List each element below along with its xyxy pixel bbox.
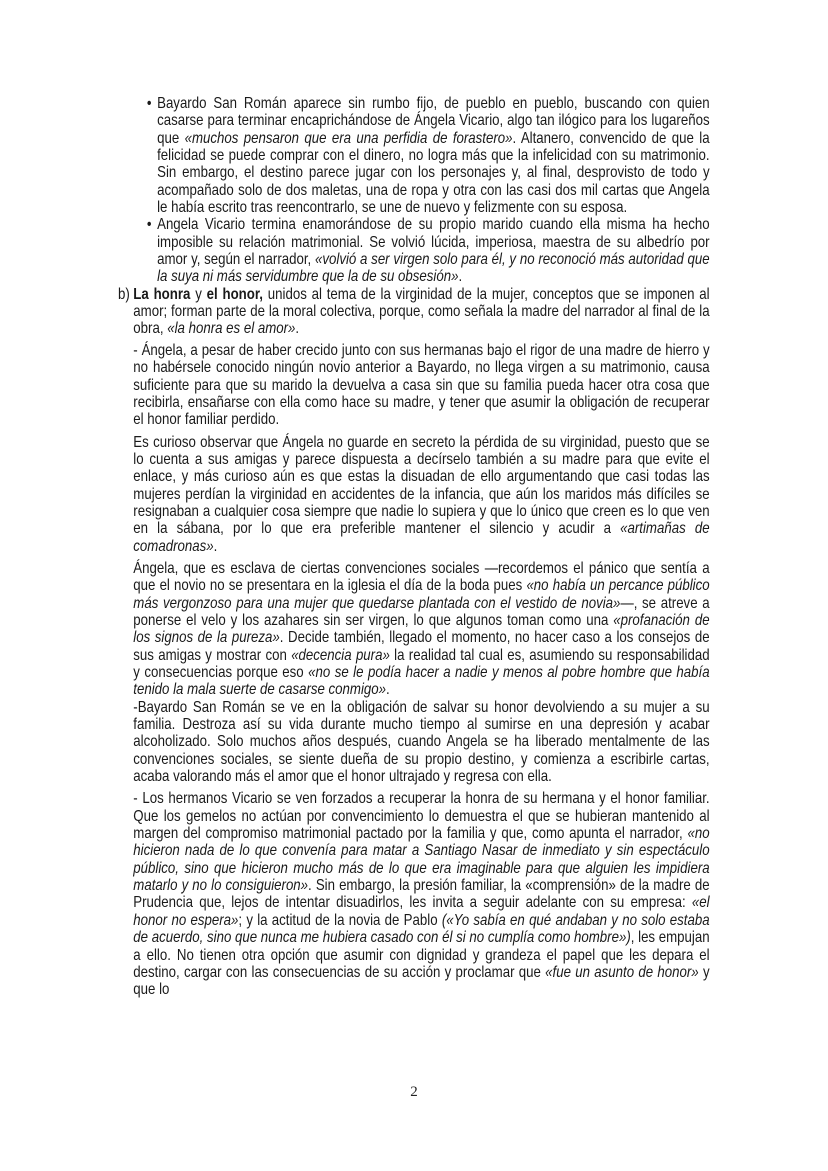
quotation: «el honor no espera» — [133, 894, 710, 929]
text-run: —, se atreve a ponerse el velo y los azahares sin ser virgen, lo que algunos toman como una — [133, 594, 710, 629]
quotation: «artimañas de comadronas» — [133, 520, 710, 555]
document-body — [118, 95, 710, 1004]
quotation: «no se le podía hacer a nadie y menos al pobre hombre que había tenido la mala suerte de casarse conmigo» — [133, 664, 710, 699]
text-run: Angela Vicario termina enamorándose de su propio marido cuando ella misma ha hecho imposible su relación matrimonial. Se volvió lúcida, imperiosa, maestra de su albedrío por amor y, según el narrador, — [157, 216, 710, 269]
text-run: . Sin embargo, la presión familiar, la «comprensión» de la madre de Prudencia que, lejos de intentar disuadirlos, les invita a seguir adelante con su empresa: — [133, 877, 710, 912]
text-run: . Decide también, llegado el momento, no hacer caso a los consejos de sus amigas y mostrar con — [133, 629, 710, 664]
page-number: 2 — [410, 1084, 418, 1100]
text-run: . — [386, 681, 390, 699]
quotation: «no hicieron nada de lo que convenía para matar a Santiago Nasar de inmediato y sin espectáculo público, sino que hicieron mucho más de lo que era imaginable para que alguien les impidiera matarlo y no lo consiguieron» — [133, 825, 710, 895]
text-run: ; y la actitud de la novia de Pablo — [238, 911, 442, 929]
text-run: . Altanero, convencido de que la felicidad se puede comprar con el dinero, no logra más que la infelicidad con su matrimonio. Sin embargo, el destino parece jugar con los personajes y, al final, desprovisto de todo y acompañado solo de dos maletas, una de ropa y otra con las casi dos mil cartas que Angela le había escrito tras reencontrarlo, se une de nuevo y felizmente con su esposa. — [157, 129, 710, 217]
quotation: «decencia pura» — [291, 646, 390, 664]
bullet-item — [146, 95, 710, 217]
text-run: Ángela, que es esclava de ciertas convenciones sociales —recordemos el pánico que sentía a que el novio no se presentara en la iglesia el día de la boda pues — [133, 559, 710, 595]
quotation: «fue un asunto de honor» — [545, 963, 699, 981]
quotation: «volvió a ser virgen solo para él, y no reconoció más autoridad que la suya ni más servidumbre que la de su obsesión» — [157, 251, 710, 286]
bullet-item — [146, 216, 710, 286]
text-run: Es curioso observar que Ángela no guarde en secreto la pérdida de su virginidad, puesto que se lo cuenta a sus amigas y parece dispuesta a decírselo también a su madre para que evite el enlace, y más curioso aún es que estas la disuadan de ello argumentando que casi todas las mujeres perdían la virginidad en accidentes de la infancia, que aún los maridos más difíciles se resignaban a cualquier cosa siempre que nadie lo supiera y que lo único que creen es lo que ven en la sábana, por lo que era preferible mantener el silencio y acudir a — [133, 433, 710, 538]
text-run: la realidad tal cual es, asumiendo su responsabilidad y consecuencias porque eso — [133, 646, 710, 681]
text-run: , les empujan a ello. No tienen otra opción que asumir con dignidad y grandeza el papel que les depara el destino, cargar con las consecuencias de su acción y proclamar que — [133, 929, 710, 981]
text-run: . — [295, 320, 300, 338]
quotation: «muchos pensaron que era una perfidia de forastero» — [184, 129, 513, 147]
text-run: Bayardo San Román aparece sin rumbo fijo, de pueblo en pueblo, buscando con quien casarse para terminar encaprichándose de Ángela Vicario, algo tan ilógico para los lugareños que — [157, 95, 710, 147]
paragraph — [133, 342, 709, 429]
bullet-marker: • — [146, 95, 152, 112]
paragraph — [133, 560, 709, 699]
bullet-marker: • — [146, 216, 152, 234]
bold-term: La honra — [133, 285, 191, 303]
text-run: unidos al tema de la virginidad de la mujer, conceptos que se imponen al amor; forman parte de la moral colectiva, porque, como señala la madre del narrador al final de la obra, — [133, 285, 710, 338]
quotation: «no había un percance público más vergonzoso para una mujer que quedarse plantada con el vestido de novia» — [133, 577, 710, 612]
list-marker: b) — [118, 285, 130, 303]
text-run: y que lo — [133, 963, 710, 999]
text-run: -Bayardo San Román se ve en la obligación de salvar su honor devolviendo a su mujer a su familia. Destroza así su vida durante mucho tiempo al sumirse en una depresión y acabar alcoholizado. Solo muchos años después, cuando Angela se ha liberado mentalmente de las convenciones sociales, se siente dueña de su propio destino, y comienza a escribirle cartas, acaba valorando más el amor que el honor ultrajado y regresa con ella. — [133, 698, 710, 786]
text-run: . — [458, 268, 463, 286]
text-run: . — [213, 537, 218, 555]
quotation: «la honra es el amor» — [167, 320, 296, 338]
quotation: («Yo sabía en qué andaban y no solo estaba de acuerdo, sino que nunca me hubiera casado con él si no cumplía como hombre») — [133, 911, 710, 947]
text-run: - Ángela, a pesar de haber crecido junto con sus hermanas bajo el rigor de una madre de hierro y no habérsele conocido ningún novio anterior a Bayardo, no llega virgen a su matrimonio, causa suficiente para que su marido la devuelva a casa sin que su familia pueda hacer otra cosa que recibirla, ensañarse con ella como hace su madre, y tener que asumir la obligación de recuperar el honor familiar perdido. — [133, 341, 710, 429]
paragraph — [133, 434, 709, 555]
text-run: - Los hermanos Vicario se ven forzados a recuperar la honra de su hermana y el honor familiar. Que los gemelos no actúan por convencimiento lo demuestra el que se hubieran mantenido al margen del compromiso matrimonial pactado por la familia y que, como apunta el narrador, — [133, 790, 710, 843]
text-run: y — [190, 285, 207, 303]
paragraph — [133, 790, 709, 998]
paragraph — [133, 699, 709, 786]
quotation: «profanación de los signos de la pureza» — [133, 611, 710, 647]
section-heading-paragraph — [118, 285, 710, 338]
bold-term: el honor, — [206, 285, 263, 303]
